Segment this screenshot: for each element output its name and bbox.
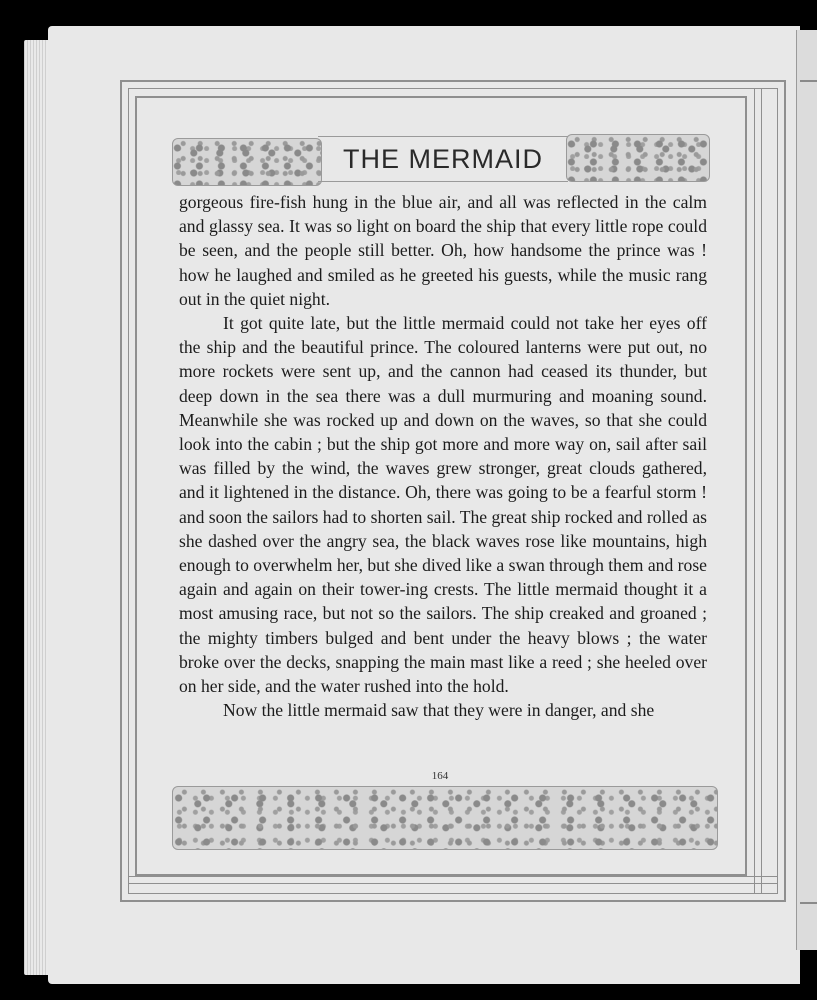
header-title-box bbox=[318, 136, 568, 182]
body-text bbox=[179, 190, 707, 722]
floral-ornament-bottom-icon bbox=[172, 786, 718, 850]
paragraph-1: gorgeous fire-fish hung in the blue air, and all was reflected in the calm and glassy sea. It was so light on board the ship that every little rope could be seen, and the people still better. Oh, how handsome the prince was ! how he laughed and smiled as he greeted his guests, while the music rang out in the quiet night. bbox=[179, 192, 707, 309]
paragraph-2: It got quite late, but the little mermaid could not take her eyes off the ship and the beautiful prince. The coloured lanterns were put out, no more rockets were sent up, and the cannon had ceased its thunder, but deep down in the sea there was a dull murmuring and moaning sound. Meanwhile she was rocked up and down on the waves, so that she could look into the cabin ; but the ship got more and more way on, sail after sail was filled by the wind, the waves grew stronger, great clouds gathered, and it lightened in the distance. Oh, there was going to be a fearful storm ! and soon the sailors had to shorten sail. The great ship rocked and rolled as she dashed over the angry sea, the black waves rose like mountains, high enough to overwhelm her, but she dived like a swan through them and rose again and again on their tower-ing crests. The little mermaid thought it a most amusing race, but not so the sailors. The ship creaked and groaned ; the mighty timbers bulged and bent under the heavy blows ; the water broke over the decks, snapping the main mast like a reed ; she heeled over on her side, and the water rushed into the hold. bbox=[179, 313, 707, 697]
page-frame-right-band bbox=[754, 88, 762, 894]
page-number: 164 bbox=[431, 770, 449, 782]
facing-page-rules bbox=[800, 80, 817, 904]
page-title: THE MERMAID bbox=[343, 143, 543, 174]
floral-ornament-left-icon bbox=[172, 138, 322, 186]
page-frame-bottom-band bbox=[128, 876, 778, 884]
floral-ornament-right-icon bbox=[566, 134, 710, 182]
paragraph-3: Now the little mermaid saw that they were in danger, and she bbox=[223, 700, 655, 721]
